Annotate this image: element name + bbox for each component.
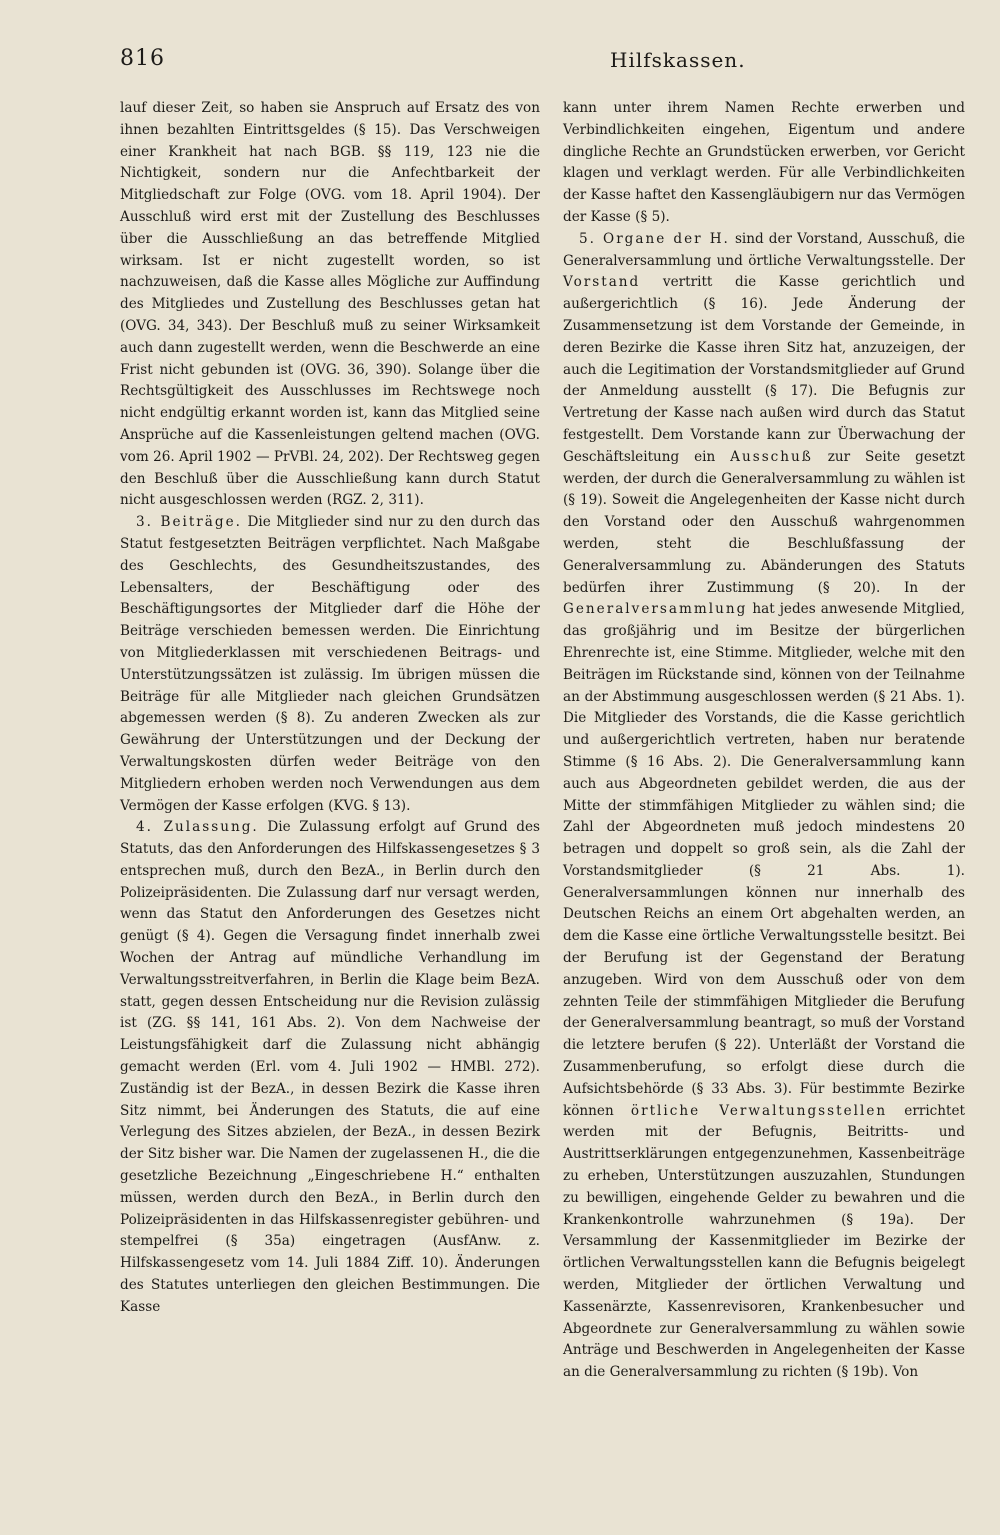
section-heading-beitraege: 3. Beiträge.: [136, 514, 242, 531]
section-heading-organe: 5. Organe der H.: [579, 230, 730, 247]
left-column: [120, 98, 540, 1319]
term-oertliche-verwaltungsstellen: örtliche Verwaltungsstellen: [630, 1102, 888, 1119]
term-generalversammlung: Generalversammlung: [563, 601, 748, 618]
paragraph-ausschluss: lauf dieser Zeit, so haben sie Anspruch auf Ersatz des von ihnen bezahlten Eintrittsgeldes (§ 15). Das Verschweigen einer Krankheit hat nach BGB. §§ 119, 123 nie die Nichtigkeit, sondern nur die Anfechtbarkeit der Mitgliedschaft zur Folge (OVG. vom 18. April 1904). Der Ausschluß wird erst mit der Zustellung des Beschlusses über die Ausschließung an das betreffende Mitglied wirksam. Ist er nicht zugestellt worden, so ist nachzuweisen, daß die Kasse alles Mögliche zur Auffindung des Mitgliedes und Zustellung des Beschlusses getan hat (OVG. 34, 343). Der Beschluß muß zu seiner Wirksamkeit auch dann zugestellt werden, wenn die Beschwerde an eine Frist nicht gebunden ist (OVG. 36, 390). Solange über die Rechtsgültigkeit des Ausschlusses im Rechtswege noch nicht endgültig erkannt worden ist, kann das Mitglied seine Ansprüche auf die Kassenleistungen geltend machen (OVG. vom 26. April 1902 — PrVBl. 24, 202). Der Rechtsweg gegen den Beschluß über die Ausschließung kann durch Statut nicht ausgeschlossen werden (RGZ. 2, 311).: [120, 100, 540, 509]
paragraph-zulassung: [120, 817, 540, 1318]
paragraph-beitraege: [120, 512, 540, 817]
section-body-organe-e: errichtet werden mit der Befugnis, Beitritts- und Austrittserklärungen entgegenzunehmen, Kassenbeiträge zu erheben, Unterstützungen auszuzahlen, Stundungen zu bewilligen, eingehende Gelder zu bewahren und die Krankenkontrolle wahrzunehmen (§ 19a). Der Versammlung der Kassenmitglieder im Bezirke der örtlichen Verwaltungsstellen kann die Befugnis beigelegt werden, Mitglieder der örtlichen Verwaltung und Kassenärzte, Kassenrevisoren, Krankenbesucher und Abgeordnete zur Generalversammlung zu wählen sowie Anträge und Beschwerden in Angelegenheiten der Kasse an die Generalversammlung zu richten (§ 19b). Von: [563, 1102, 966, 1381]
term-vorstand: Vorstand: [563, 274, 641, 291]
section-body-organe-c: zur Seite gesetzt werden, der durch die Generalversammlung zu wählen ist (§ 19). Soweit die Angelegenheiten der Kasse nicht durch den Vorstand oder den Ausschuß wahrgenommen werden, steht die Beschlußfassung der Generalversammlung zu. Abänderungen des Statuts bedürfen ihrer Zustimmung (§ 20). In der: [563, 448, 965, 596]
section-heading-zulassung: 4. Zulassung.: [136, 819, 259, 836]
section-body-zulassung: Die Zulassung erfolgt auf Grund des Statuts, das den Anforderungen des Hilfskassengesetzes § 3 entsprechen muß, durch den BezA., in Berlin durch den Polizeipräsidenten. Die Zulassung darf nur versagt werden, wenn das Statut den Anforderungen des Gesetzes nicht genügt (§ 4). Gegen die Versagung findet innerhalb zwei Wochen der Antrag auf mündliche Verhandlung im Verwaltungsstreitverfahren, in Berlin die Klage beim BezA. statt, gegen dessen Entscheidung nur die Revision zulässig ist (ZG. §§ 141, 161 Abs. 2). Von dem Nachweise der Leistungsfähigkeit darf die Zulassung nicht abhängig gemacht werden (Erl. vom 4. Juli 1902 — HMBl. 272). Zuständig ist der BezA., in dessen Bezirk die Kasse ihren Sitz nimmt, bei Änderungen des Statuts, die auf eine Verlegung des Sitzes abzielen, der BezA., in dessen Bezirk der Sitz bisher war. Die Namen der zugelassenen H., die die gesetzliche Bezeichnung „Eingeschriebene H.“ enthalten müssen, werden durch den BezA., in Berlin durch den Polizeipräsidenten in das Hilfskassenregister gebühren- und stempelfrei (§ 35a) eingetragen (AusfAnw. z. Hilfskassengesetz vom 14. Juli 1884 Ziff. 10). Änderungen des Statutes unterliegen den gleichen Bestimmungen. Die Kasse: [120, 819, 540, 1315]
right-column: [563, 98, 965, 1384]
section-body-organe-b: vertritt die Kasse gerichtlich und außergerichtlich (§ 16). Jede Änderung der Zusammensetzung ist dem Vorstande der Gemeinde, in deren Bezirke die Kasse ihren Sitz hat, anzuzeigen, der auch die Legitimation der Vorstandsmitglieder auf Grund der Anmeldung ausstellt (§ 17). Die Befugnis zur Vertretung der Kasse nach außen wird durch das Statut festgestellt. Dem Vorstande kann zur Überwachung der Geschäftsleitung ein: [563, 274, 965, 465]
running-head: Hilfskassen.: [610, 48, 746, 72]
paragraph-organe: [563, 229, 965, 1384]
term-ausschuss: Ausschuß: [730, 448, 813, 465]
section-body-organe-a: sind der Vorstand, Ausschuß, die Generalversammlung und örtliche Verwaltungsstelle. Der: [563, 230, 965, 269]
paragraph-kasse-rechte: kann unter ihrem Namen Rechte erwerben und Verbindlichkeiten eingehen, Eigentum und andere dingliche Rechte an Grundstücken erwerben, vor Gericht klagen und verklagt werden. Für alle Verbindlichkeiten der Kasse haftet den Kassengläubigern nur das Vermögen der Kasse (§ 5).: [563, 100, 965, 225]
page-number: 816: [120, 46, 165, 71]
page-header: [120, 46, 970, 86]
section-body-organe-d: hat jedes anwesende Mitglied, das großjährig und im Besitze der bürgerlichen Ehrenrechte ist, eine Stimme. Mitglieder, welche mit den Beiträgen im Rückstande sind, können von der Teilnahme an der Abstimmung ausgeschlossen werden (§ 21 Abs. 1). Die Mitglieder des Vorstands, die die Kasse gerichtlich und außergerichtlich vertreten, haben nur beratende Stimme (§ 16 Abs. 2). Die Generalversammlung kann auch aus Abgeordneten gebildet werden, die aus der Mitte der stimmfähigen Mitglieder zu wählen sind; die Zahl der Abgeordneten muß jedoch mindestens 20 betragen und doppelt so groß sein, als die Zahl der Vorstandsmitglieder (§ 21 Abs. 1). Generalversammlungen können nur innerhalb des Deutschen Reichs an einem Ort abgehalten werden, an dem die Kasse eine örtliche Verwaltungsstelle besitzt. Bei der Berufung ist der Gegenstand der Beratung anzugeben. Wird von dem Ausschuß oder von dem zehnten Teile der stimmfähigen Mitglieder die Berufung der Generalversammlung beantragt, so muß der Vorstand die letztere berufen (§ 22). Unterläßt der Vorstand die Zusammenberufung, so erfolgt diese durch die Aufsichtsbehörde (§ 33 Abs. 3). Für bestimmte Bezirke können: [563, 601, 966, 1119]
section-body-beitraege: Die Mitglieder sind nur zu den durch das Statut festgesetzten Beiträgen verpflichtet. Nach Maßgabe des Geschlechts, des Gesundheitszustandes, des Lebensalters, der Beschäftigung oder des Beschäftigungsortes der Mitglieder darf die Höhe der Beiträge verschieden bemessen werden. Die Einrichtung von Mitgliederklassen mit verschiedenen Beitrags- und Unterstützungssätzen ist zulässig. Im übrigen müssen die Beiträge für alle Mitglieder nach gleichen Grundsätzen abgemessen werden (§ 8). Zu anderen Zwecken als zur Gewährung der Unterstützungen und der Deckung der Verwaltungskosten dürfen weder Beiträge von den Mitgliedern erhoben werden noch Verwendungen aus dem Vermögen der Kasse erfolgen (KVG. § 13).: [120, 514, 540, 814]
